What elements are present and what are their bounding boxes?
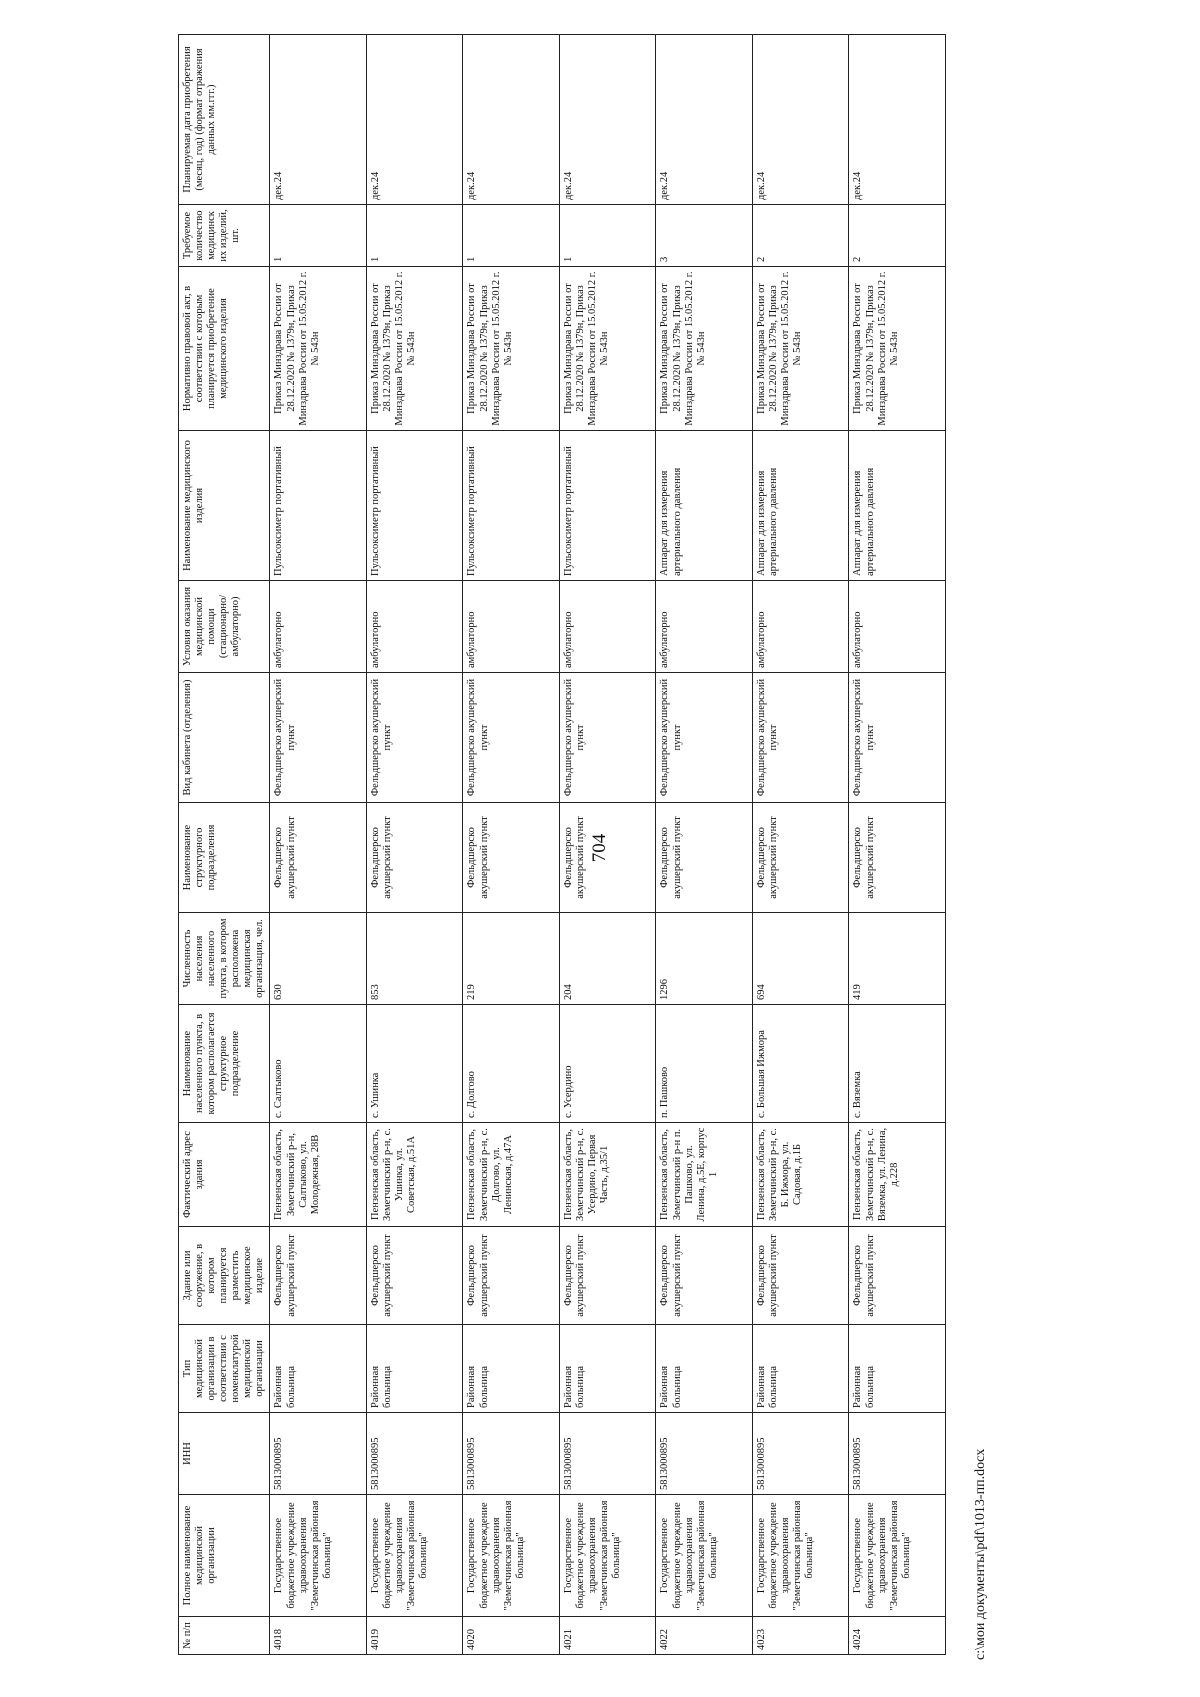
cell-inn: 5813000895 bbox=[752, 1413, 849, 1495]
cell-inn: 5813000895 bbox=[463, 1413, 560, 1495]
cell-org: Государственное бюджетное учреждение здравоохранения "Земетчинская районная больница" bbox=[559, 1495, 656, 1617]
cell-population: 1296 bbox=[656, 913, 753, 1005]
cell-date: дек.24 bbox=[366, 35, 463, 205]
cell-address: Пензенская область, Земетчинский р-н, Салтыково, ул. Молодежная, 28В bbox=[270, 1123, 367, 1227]
col-header-num: № п/п bbox=[179, 1617, 270, 1655]
page-number: 704 bbox=[589, 833, 610, 863]
table-row bbox=[849, 35, 946, 1655]
cell-act: Приказ Минздрава России от 28.12.2020 № 1379н, Приказ Минздрава России от 15.05.2012 г. № 543н bbox=[559, 267, 656, 431]
cell-settlement: с. Усердино bbox=[559, 1005, 656, 1123]
cell-num: 4022 bbox=[656, 1617, 753, 1655]
footer-file-path: c:\мои документы\pdf\1013-пп.docx bbox=[973, 1448, 988, 1660]
cell-org: Государственное бюджетное учреждение здравоохранения "Земетчинская районная больница" bbox=[849, 1495, 946, 1617]
col-header-act: Нормативно правовой акт, в соответствии с которым планируется приобретение медицинского изделия bbox=[179, 267, 270, 431]
cell-unit: Фельдшерско акушерский пункт bbox=[463, 803, 560, 913]
cell-address: Пензенская область, Земетчинский р-н п. Пашково, ул. Ленина, д.5Е, корпус 1 bbox=[656, 1123, 753, 1227]
col-header-cabinet: Вид кабинета (отделения) bbox=[179, 673, 270, 803]
cell-cabinet: Фельдшерско акушерский пункт bbox=[270, 673, 367, 803]
col-header-date: Планируемая дата приобретения (месяц, год) (формат отражения данных мм.ггг.) bbox=[179, 35, 270, 205]
cell-unit: Фельдшерско акушерский пункт bbox=[752, 803, 849, 913]
cell-unit: Фельдшерско акушерский пункт bbox=[559, 803, 656, 913]
cell-conditions: амбулаторно bbox=[752, 581, 849, 673]
cell-population: 630 bbox=[270, 913, 367, 1005]
cell-building: Фельдшерско акушерский пункт bbox=[656, 1227, 753, 1325]
cell-inn: 5813000895 bbox=[559, 1413, 656, 1495]
cell-settlement: с. Вяземка bbox=[849, 1005, 946, 1123]
cell-cabinet: Фельдшерско акушерский пункт bbox=[752, 673, 849, 803]
cell-date: дек.24 bbox=[559, 35, 656, 205]
cell-conditions: амбулаторно bbox=[270, 581, 367, 673]
cell-population: 219 bbox=[463, 913, 560, 1005]
cell-act: Приказ Минздрава России от 28.12.2020 № 1379н, Приказ Минздрава России от 15.05.2012 г. № 543н bbox=[656, 267, 753, 431]
cell-inn: 5813000895 bbox=[849, 1413, 946, 1495]
cell-org: Государственное бюджетное учреждение здравоохранения "Земетчинская районная больница" bbox=[463, 1495, 560, 1617]
table-row bbox=[463, 35, 560, 1655]
cell-org: Государственное бюджетное учреждение здравоохранения "Земетчинская районная больница" bbox=[656, 1495, 753, 1617]
cell-org: Государственное бюджетное учреждение здравоохранения "Земетчинская районная больница" bbox=[366, 1495, 463, 1617]
cell-conditions: амбулаторно bbox=[656, 581, 753, 673]
cell-address: Пензенская область, Земетчинский р-н, с. Усердино, Первая Часть, д.35/1 bbox=[559, 1123, 656, 1227]
table-row bbox=[366, 35, 463, 1655]
cell-type: Районная больница bbox=[752, 1325, 849, 1413]
cell-inn: 5813000895 bbox=[270, 1413, 367, 1495]
cell-unit: Фельдшерско акушерский пункт bbox=[366, 803, 463, 913]
cell-settlement: с. Салтыково bbox=[270, 1005, 367, 1123]
col-header-qty: Требуемое количество медицинских изделий, шт. bbox=[179, 205, 270, 267]
cell-address: Пензенская область, Земетчинский р-н, с. Ушинка, ул. Советская, д.51А bbox=[366, 1123, 463, 1227]
cell-cabinet: Фельдшерско акушерский пункт bbox=[656, 673, 753, 803]
cell-act: Приказ Минздрава России от 28.12.2020 № 1379н, Приказ Минздрава России от 15.05.2012 г. № 543н bbox=[366, 267, 463, 431]
col-header-inn: ИНН bbox=[179, 1413, 270, 1495]
cell-conditions: амбулаторно bbox=[463, 581, 560, 673]
cell-unit: Фельдшерско акушерский пункт bbox=[849, 803, 946, 913]
cell-num: 4023 bbox=[752, 1617, 849, 1655]
cell-qty: 1 bbox=[366, 205, 463, 267]
table-row bbox=[656, 35, 753, 1655]
equipment-table bbox=[178, 34, 946, 1655]
cell-type: Районная больница bbox=[366, 1325, 463, 1413]
col-header-unit: Наименование структурного подразделения bbox=[179, 803, 270, 913]
cell-type: Районная больница bbox=[463, 1325, 560, 1413]
cell-num: 4021 bbox=[559, 1617, 656, 1655]
cell-org: Государственное бюджетное учреждение здравоохранения "Земетчинская районная больница" bbox=[270, 1495, 367, 1617]
cell-act: Приказ Минздрава России от 28.12.2020 № 1379н, Приказ Минздрава России от 15.05.2012 г. № 543н bbox=[752, 267, 849, 431]
cell-conditions: амбулаторно bbox=[366, 581, 463, 673]
cell-qty: 2 bbox=[849, 205, 946, 267]
cell-address: Пензенская область, Земетчинский р-н, с. Вяземка, ул. Ленина, д.228 bbox=[849, 1123, 946, 1227]
cell-cabinet: Фельдшерско акушерский пункт bbox=[366, 673, 463, 803]
cell-cabinet: Фельдшерско акушерский пункт bbox=[849, 673, 946, 803]
col-header-type: Тип медицинской организации в соответствии с номенклатурой медицинской организации bbox=[179, 1325, 270, 1413]
col-header-device: Наименование медицинского изделия bbox=[179, 431, 270, 581]
cell-device: Пульсоксиметр портативный bbox=[463, 431, 560, 581]
cell-settlement: с. Большая Ижмора bbox=[752, 1005, 849, 1123]
cell-date: дек.24 bbox=[752, 35, 849, 205]
cell-inn: 5813000895 bbox=[656, 1413, 753, 1495]
table-row bbox=[752, 35, 849, 1655]
cell-address: Пензенская область, Земетчинский р-н, с. Долгово, ул. Ленинская, д.47А bbox=[463, 1123, 560, 1227]
cell-qty: 1 bbox=[559, 205, 656, 267]
cell-settlement: с. Ушинка bbox=[366, 1005, 463, 1123]
col-header-building: Здание или сооружение, в котором планируется разместить медицинское изделие bbox=[179, 1227, 270, 1325]
cell-building: Фельдшерско акушерский пункт bbox=[752, 1227, 849, 1325]
cell-device: Пульсоксиметр портативный bbox=[559, 431, 656, 581]
cell-num: 4024 bbox=[849, 1617, 946, 1655]
cell-type: Районная больница bbox=[559, 1325, 656, 1413]
cell-device: Пульсоксиметр портативный bbox=[366, 431, 463, 581]
cell-device: Аппарат для измерения артериального давления bbox=[656, 431, 753, 581]
cell-population: 694 bbox=[752, 913, 849, 1005]
cell-building: Фельдшерско акушерский пункт bbox=[366, 1227, 463, 1325]
cell-conditions: амбулаторно bbox=[559, 581, 656, 673]
cell-unit: Фельдшерско акушерский пункт bbox=[270, 803, 367, 913]
cell-population: 853 bbox=[366, 913, 463, 1005]
cell-population: 419 bbox=[849, 913, 946, 1005]
cell-type: Районная больница bbox=[270, 1325, 367, 1413]
col-header-population: Численность населения населенного пункта, в котором расположена медицинская организация, чел. bbox=[179, 913, 270, 1005]
cell-num: 4019 bbox=[366, 1617, 463, 1655]
cell-building: Фельдшерско акушерский пункт bbox=[559, 1227, 656, 1325]
table-row bbox=[559, 35, 656, 1655]
cell-date: дек.24 bbox=[849, 35, 946, 205]
cell-inn: 5813000895 bbox=[366, 1413, 463, 1495]
header-row bbox=[179, 35, 270, 1655]
cell-conditions: амбулаторно bbox=[849, 581, 946, 673]
cell-date: дек.24 bbox=[270, 35, 367, 205]
cell-building: Фельдшерско акушерский пункт bbox=[849, 1227, 946, 1325]
cell-act: Приказ Минздрава России от 28.12.2020 № 1379н, Приказ Минздрава России от 15.05.2012 г. № 543н bbox=[463, 267, 560, 431]
cell-unit: Фельдшерско акушерский пункт bbox=[656, 803, 753, 913]
cell-building: Фельдшерско акушерский пункт bbox=[463, 1227, 560, 1325]
col-header-settlement: Наименование населенного пункта, в котором располагается структурное подразделение bbox=[179, 1005, 270, 1123]
cell-qty: 1 bbox=[463, 205, 560, 267]
col-header-address: Фактический адрес здания bbox=[179, 1123, 270, 1227]
cell-cabinet: Фельдшерско акушерский пункт bbox=[559, 673, 656, 803]
cell-device: Аппарат для измерения артериального давления bbox=[849, 431, 946, 581]
cell-act: Приказ Минздрава России от 28.12.2020 № 1379н, Приказ Минздрава России от 15.05.2012 г. № 543н bbox=[270, 267, 367, 431]
cell-org: Государственное бюджетное учреждение здравоохранения "Земетчинская районная больница" bbox=[752, 1495, 849, 1617]
cell-device: Пульсоксиметр портативный bbox=[270, 431, 367, 581]
cell-date: дек.24 bbox=[463, 35, 560, 205]
cell-address: Пензенская область, Земетчинский р-н, с. Б. Ижмора, ул. Садовая, д.1Б bbox=[752, 1123, 849, 1227]
cell-building: Фельдшерско акушерский пункт bbox=[270, 1227, 367, 1325]
table-row bbox=[270, 35, 367, 1655]
cell-type: Районная больница bbox=[656, 1325, 753, 1413]
cell-num: 4020 bbox=[463, 1617, 560, 1655]
cell-date: дек.24 bbox=[656, 35, 753, 205]
col-header-conditions: Условия оказания медицинской помощи (стационарно/амбулаторно) bbox=[179, 581, 270, 673]
cell-act: Приказ Минздрава России от 28.12.2020 № 1379н, Приказ Минздрава России от 15.05.2012 г. № 543н bbox=[849, 267, 946, 431]
cell-settlement: с. Долгово bbox=[463, 1005, 560, 1123]
cell-device: Аппарат для измерения артериального давления bbox=[752, 431, 849, 581]
cell-qty: 1 bbox=[270, 205, 367, 267]
equipment-table-wrapper bbox=[178, 35, 946, 1655]
cell-type: Районная больница bbox=[849, 1325, 946, 1413]
cell-settlement: п. Пашково bbox=[656, 1005, 753, 1123]
cell-qty: 2 bbox=[752, 205, 849, 267]
cell-num: 4018 bbox=[270, 1617, 367, 1655]
cell-qty: 3 bbox=[656, 205, 753, 267]
cell-population: 204 bbox=[559, 913, 656, 1005]
col-header-org: Полное наименование медицинской организации bbox=[179, 1495, 270, 1617]
cell-cabinet: Фельдшерско акушерский пункт bbox=[463, 673, 560, 803]
